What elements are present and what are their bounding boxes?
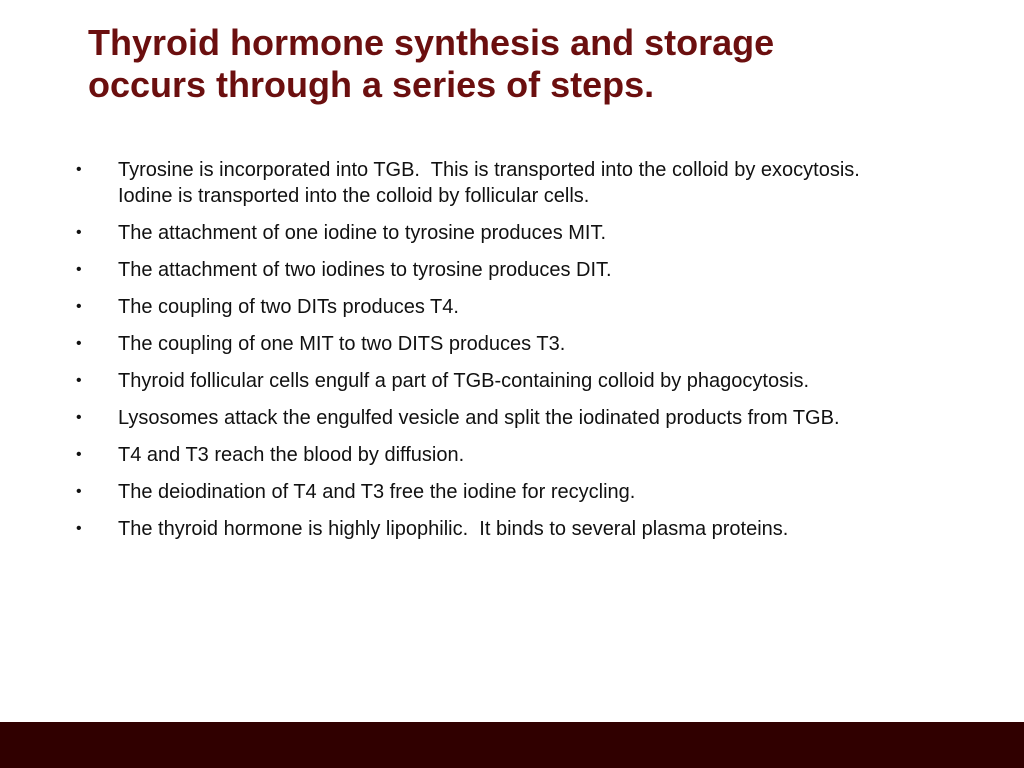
bullet-item-7 <box>72 405 912 431</box>
bullet-item-4 <box>72 294 912 320</box>
bullet-item-6 <box>72 368 912 394</box>
bullet-text: The thyroid hormone is highly lipophilic. It binds to several plasma proteins. <box>118 518 789 540</box>
bullet-item-10 <box>72 516 912 542</box>
bullet-dot-icon: • <box>76 161 82 178</box>
bullet-text: The coupling of two DITs produces T4. <box>118 296 459 318</box>
bullet-dot-icon: • <box>76 261 82 278</box>
bullet-text: Lysosomes attack the engulfed vesicle and split the iodinated products from TGB. <box>118 407 840 429</box>
bullet-text: The attachment of two iodines to tyrosine produces DIT. <box>118 259 612 281</box>
bullet-text: The coupling of one MIT to two DITS produces T3. <box>118 333 566 355</box>
slide-title-line-1: Thyroid hormone synthesis and storage <box>88 22 775 63</box>
bullet-item-2 <box>72 220 912 246</box>
bullet-dot-icon: • <box>76 224 82 241</box>
bullet-dot-icon: • <box>76 446 82 463</box>
bullet-item-1 <box>72 157 912 209</box>
bullet-text: The attachment of one iodine to tyrosine produces MIT. <box>118 222 607 244</box>
bullet-item-3 <box>72 257 912 283</box>
bullet-text: Thyroid follicular cells engulf a part of TGB-containing colloid by phagocytosis. <box>118 370 810 392</box>
bullet-text: The deiodination of T4 and T3 free the iodine for recycling. <box>118 481 636 503</box>
bullet-item-5 <box>72 331 912 357</box>
bullet-dot-icon: • <box>76 335 82 352</box>
bullet-item-9 <box>72 479 912 505</box>
bullet-dot-icon: • <box>76 298 82 315</box>
bullet-dot-icon: • <box>76 409 82 426</box>
slide-title <box>88 22 948 106</box>
footer-bar <box>0 722 1024 768</box>
bullet-dot-icon: • <box>76 372 82 389</box>
bullet-text: T4 and T3 reach the blood by diffusion. <box>118 444 465 466</box>
bullet-dot-icon: • <box>76 483 82 500</box>
bullet-text: Tyrosine is incorporated into TGB. This is transported into the colloid by exocytosis. Iodine is transported into the colloid by follicular cells. <box>118 159 871 207</box>
bullet-list <box>72 157 912 553</box>
slide-title-line-2: occurs through a series of steps. <box>88 64 655 105</box>
bullet-dot-icon: • <box>76 520 82 537</box>
bullet-item-8 <box>72 442 912 468</box>
